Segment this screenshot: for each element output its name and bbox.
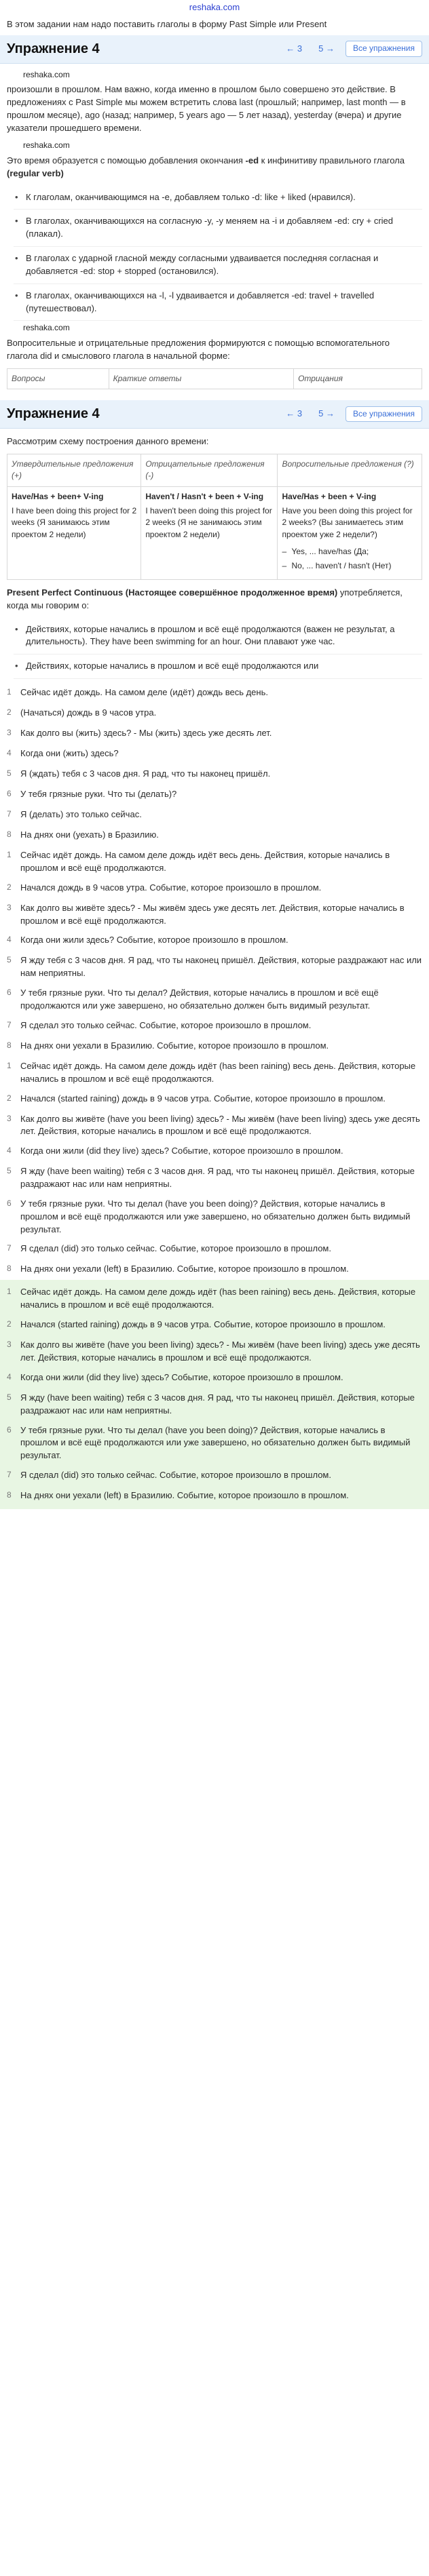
next-button[interactable]: 5 → [318,408,335,418]
list-item: 5 Я жду (have been waiting) тебя с 3 часов дня. Я рад, что ты наконец пришёл. Действия, которые раздражают нас или нам неприятны. [7,1392,415,1416]
answer-list [0,1057,429,1281]
list-item: 5 Я жду (have been waiting) тебя с 3 часов дня. Я рад, что ты наконец пришёл. Действия, которые раздражают нас или нам неприятны. [7,1166,415,1190]
scheme-formula: Haven't / Hasn't + been + V-ing [145,491,264,501]
all-exercises-button[interactable]: Все упражнения [346,406,422,422]
did-table [7,368,422,389]
watermark: reshaka.com [23,140,70,151]
list-item: 8 На днях они уехали (left) в Бразилию. Событие, которое произошло в прошлом. [7,1264,349,1274]
list-item: 3 Как долго вы живёте здесь? - Мы живём здесь уже десять лет. Действия, которые начались в прошлом и всё ещё продолжаются. [7,902,405,926]
list-item: 5 Я (ждать) тебя с 3 часов дня. Я рад, что ты наконец пришёл. [7,768,271,779]
translation-list [0,846,429,1057]
table-header: Отрицательные предложения (-) [141,454,278,486]
list-item: • В глаголах, оканчивающихся на -l, -l удваивается и добавляется -ed: travel + travelled (путешествовал). [14,284,422,321]
rule-list [7,618,422,680]
list-item: 6 У тебя грязные руки. Что ты делал (have you been doing)? Действия, которые начались в прошлом и всё ещё продолжаются или уже завершено, но обязательно должен быть видимый результат. [7,1198,411,1234]
list-item: 7 Я сделал (did) это только сейчас. Событие, которое произошло в прошлом. [7,1243,331,1254]
next-button[interactable]: 5 → [318,43,335,54]
table-header: Вопросы [7,368,109,389]
list-item: 7 Я сделал это только сейчас. Событие, которое произошло в прошлом. [7,1019,312,1030]
exercise-header [0,35,429,64]
list-item: 3 Как долго вы (жить) здесь? - Мы (жить) здесь уже десять лет. [7,728,272,739]
table-header: Утвердительные предложения (+) [7,454,141,486]
list-item: 6 У тебя грязные руки. Что ты делал (have you been doing)? Действия, которые начались в прошлом и всё ещё продолжаются или уже завершено, но обязательно должен быть видимый результат. [7,1424,411,1461]
watermark: reshaka.com [23,323,70,333]
scheme-example: I have been doing this project for 2 weeks (Я занимаюсь этим проектом 2 недели) [12,505,137,539]
exercise-nav [280,41,422,58]
list-item: 4 Когда они жили здесь? Событие, которое произошло в прошлом. [7,935,288,945]
exercise-header-repeat [0,400,429,429]
list-item: 8 На днях они уехали в Бразилию. Событие, которое произошло в прошлом. [7,1040,329,1051]
list-item: 3 Как долго вы живёте (have you been living) здесь? - Мы живём (have been living) здесь уже десять лет. Действия, которые начались в прошлом и всё ещё продолжаются. [7,1340,420,1363]
page-title: Упражнение 4 [7,406,100,421]
list-item: 2 Начался (started raining) дождь в 9 часов утра. Событие, которое произошло в прошлом. [7,1319,386,1330]
scheme-example: Have you been doing this project for 2 weeks? (Вы занимаетесь этим проектом уже 2 недели?) [282,505,413,539]
prev-button[interactable]: ← 3 [286,43,303,54]
watermark: reshaka.com [23,69,70,79]
list-item: 7 Я (делать) это только сейчас. [7,809,142,820]
scheme-table [7,454,422,580]
list-item: 4 Когда они (жить) здесь? [7,748,119,759]
all-exercises-button[interactable]: Все упражнения [346,41,422,56]
scheme-formula: Have/Has + been + V-ing [282,491,377,501]
table-header: Краткие ответы [109,368,294,389]
answer-box [0,1280,429,1509]
answer-no: – No, ... haven't / hasn't (Нет) [282,560,417,572]
list-item: 4 Когда они жили (did they live) здесь? Событие, которое произошло в прошлом. [7,1371,343,1382]
table-header: Отрицания [294,368,422,389]
list-item: 2 Начался (started raining) дождь в 9 часов утра. Событие, которое произошло в прошлом. [7,1093,386,1104]
list-item: 6 У тебя грязные руки. Что ты делал? Действия, которые начались в прошлом и всё ещё продолжаются или уже завершено, но обязательно должен быть видимый результат. [7,988,379,1011]
list-item: 8 На днях они (уехать) в Бразилию. [7,830,159,840]
scheme-formula: Have/Has + been+ V-ing [12,491,104,501]
scheme-intro: Рассмотрим схему построения данного времени: [7,435,209,446]
task-list [0,683,429,846]
rules-list [7,186,422,321]
list-item: 1 Сейчас идёт дождь. На самом деле дождь идёт (has been raining) весь день. Действия, которые начались в прошлом и всё ещё продолжаются. [7,1060,416,1084]
list-item: 8 На днях они уехали (left) в Бразилию. Событие, которое произошло в прошлом. [7,1490,349,1501]
list-item: 2 Начался дождь в 9 часов утра. Событие, которое произошло в прошлом. [7,882,322,893]
list-item: • В глаголах с ударной гласной между согласными удваивается последняя согласная и добавляется -ed: stop + stopped (остановился). [14,247,422,284]
list-item: 6 У тебя грязные руки. Что ты (делать)? [7,789,177,800]
rule-title: Present Perfect Continuous (Настоящее совершённое продолженное время) употребляется, когда мы говорим о: [7,587,403,610]
page-title: Упражнение 4 [7,41,100,56]
theory-p3: Вопросительные и отрицательные предложения формируются с помощью вспомогательного глагола did и смыслового глагола в начальной форме: [7,337,390,361]
list-item: 1 Сейчас идёт дождь. На самом деле (идёт) дождь весь день. [7,687,268,698]
theory-p1: произошли в прошлом. Нам важно, когда именно в прошлом было совершено это действие. В предложениях с Past Simple мы можем встретить слова last (прошлый; например, last month — в прошлом месяце), ago (назад; например, 5 years ago — 5 лет назад), yesterday (вчера) и другие указатели прошедшего времени. [7,84,406,133]
list-item: • Действиях, которые начались в прошлом и всё ещё продолжаются или [14,655,422,679]
list-item: 7 Я сделал (did) это только сейчас. Событие, которое произошло в прошлом. [7,1470,331,1481]
scheme-section [0,429,429,683]
list-item: 3 Как долго вы живёте (have you been living) здесь? - Мы живём (have been living) здесь уже десять лет. Действия, которые начались в прошлом и всё ещё продолжаются. [7,1113,420,1137]
list-item: 4 Когда они жили (did they live) здесь? Событие, которое произошло в прошлом. [7,1146,343,1156]
answer-yes: – Yes, ... have/has (Да; [282,546,417,558]
intro-text: В этом задании нам надо поставить глаголы в форму Past Simple или Present [7,18,327,29]
scheme-example: I haven't been doing this project for 2 weeks (Я не занимаюсь этим проектом 2 недели) [145,505,272,539]
list-item: 1 Сейчас идёт дождь. На самом деле дождь идёт весь день. Действия, которые начались в прошлом и всё ещё продолжаются. [7,850,390,873]
top-link[interactable]: reshaka.com [189,2,240,12]
list-item: 5 Я жду тебя с 3 часов дня. Я рад, что ты наконец пришёл. Действия, которые раздражают нас или нам неприятны. [7,955,422,979]
theory-section [0,64,429,400]
list-item: • В глаголах, оканчивающихся на согласную -y, -y меняем на -i и добавляем -ed: cry + cried (плакал). [14,210,422,247]
list-item: • Действиях, которые начались в прошлом и всё ещё продолжаются (важен не результат, а длительность). They have been swimming for an hour. Они плавают уже час. [14,618,422,655]
final-answer-list [0,1283,429,1506]
list-item: 2 (Начаться) дождь в 9 часов утра. [7,707,157,718]
theory-p2: Это время образуется с помощью добавления окончания -ed к инфинитиву правильного глагола (regular verb) [7,155,405,178]
list-item: 1 Сейчас идёт дождь. На самом деле дождь идёт (has been raining) весь день. Действия, которые начались в прошлом и всё ещё продолжаются. [7,1287,416,1310]
list-item: • К глаголам, оканчивающимся на -e, добавляем только -d: like + liked (нравился). [14,186,422,210]
table-header: Вопросительные предложения (?) [278,454,422,486]
prev-button[interactable]: ← 3 [286,408,303,418]
